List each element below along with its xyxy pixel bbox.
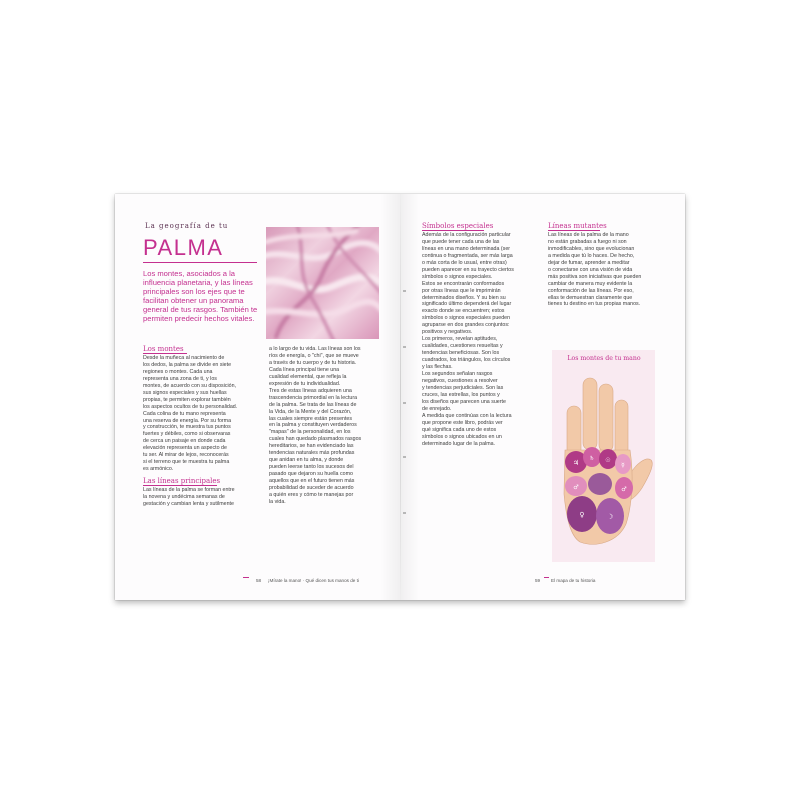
col2-line: Cada línea principal tiene una (269, 366, 340, 373)
finger-little (615, 400, 628, 456)
saturn-symbol-icon: ♄ (589, 455, 595, 462)
col2-line: a través de tu cuerpo y de tu historia. (269, 359, 357, 366)
simbolos-line: positivos y negativos. (422, 329, 473, 336)
mutantes-line: tienes tu destino en tus propias manos. (548, 301, 641, 308)
simbolos-line: o más corta de lo usual, entre otras) (422, 259, 507, 266)
palm-texture-image (266, 227, 379, 339)
simbolos-line: cruces, las estrellas, los puntos y (422, 391, 500, 398)
simbolos-line: tendencias beneficiosas. Son los (422, 350, 500, 357)
col2-line: la Vida, de la Mente y del Corazón, (269, 408, 352, 415)
col2-line: a quién eres y cómo te manejas por (269, 492, 354, 499)
lineas-line: Las líneas de la palma se forman entre (143, 487, 235, 494)
montes-line: Cada colina de tu mano representa (143, 410, 226, 417)
mutantes-line: ellas te demuestran claramente que (548, 294, 633, 301)
simbolos-line: símbolos o signos especiales. (422, 273, 493, 280)
intro-paragraph: Los montes, asociados a la influencia planetaria, y las líneas principales son los ejes que te facilitan obtener un panorama general de tus rasgos. También te permiten predecir hechos vitales. (143, 269, 258, 323)
mutantes-line: Las líneas de la palma de la mano (548, 231, 629, 238)
thumb (630, 459, 652, 500)
mutantes-line: cambiar de manera muy evidente la (548, 280, 633, 287)
montes-line: una reserva de energía. Por su forma (143, 417, 232, 424)
running-footer-left: ¡Mírate la mano! · Qué dicen tus manos de ti (268, 578, 359, 583)
simbolos-line: símbolos o signos ubicados en un (422, 433, 502, 440)
montes-line: fuertes y débiles, como si observaras (143, 431, 231, 438)
page-number-right: 59 (535, 578, 541, 583)
simbolos-heading-rule (422, 230, 484, 231)
lineas-heading-rule (143, 485, 217, 486)
left-column-2 (269, 346, 387, 506)
col2-line: tendencias naturales más profundas (269, 450, 355, 457)
montes-line: tu ser. Al mirar de lejos, reconocerás (143, 452, 229, 459)
col2-line: en la palma y constituyen verdaderos (269, 422, 357, 429)
gutter-shadow-right (401, 194, 419, 600)
moon-symbol-icon: ☽ (606, 513, 614, 521)
montes-line: Desde la muñeca al nacimiento de (143, 354, 225, 361)
crop-tick (403, 346, 406, 348)
simbolos-line: por otras líneas que le imprimirán (422, 287, 501, 294)
col2-line: pasado que dejaron su huella como (269, 471, 353, 478)
col2-line: cuales han quedado plasmados rasgos (269, 436, 362, 443)
crop-tick (403, 290, 406, 292)
simbolos-line: cuadrados, los triángulos, los círculos (422, 357, 511, 364)
footer-rule-right (544, 577, 549, 578)
simbolos-line: que propone este libro, podrás ver (422, 419, 503, 426)
col2-line: trascendencia primordial en la lectura (269, 394, 358, 401)
montes-line: es armónico. (143, 466, 174, 473)
venus-symbol-icon: ♀ (579, 511, 585, 519)
simbolos-line: exacto donde se encuentren; estos (422, 308, 505, 315)
col2-line: "mapas" de la personalidad, en los (269, 429, 351, 436)
palm-closeup-photo (266, 227, 379, 339)
montes-line: sus signos especiales y sus huellas (143, 389, 227, 396)
finger-middle (583, 378, 597, 450)
left-column-1 (143, 346, 263, 508)
mutantes-line: a medida que tú lo haces. De hecho, (548, 252, 635, 259)
running-footer-right: El mapa de tu historia (551, 578, 596, 583)
finger-ring (599, 384, 613, 452)
simbolos-line: y tendencias perjudiciales. Son las (422, 384, 504, 391)
crop-tick (403, 402, 406, 404)
montes-line: y construcción, te muestra tus puntos (143, 424, 231, 431)
simbolos-line: A medida que continúas con la lectura (422, 412, 512, 419)
col2-line: ríos de energía, o "chi", que se mueve (269, 352, 359, 359)
sun-symbol-icon: ☉ (605, 457, 611, 464)
section-label: La geografía de tu (145, 222, 229, 230)
simbolos-line: Los segundos señalan rasgos (422, 371, 493, 378)
simbolos-line: agruparse en dos grandes conjuntos: (422, 322, 510, 329)
col2-line: que anidan en tu alma, y donde (269, 457, 344, 464)
mutantes-line: más positiva son iniciativas que pueden (548, 273, 642, 280)
right-column-1 (422, 223, 546, 448)
col2-line: la vida. (269, 498, 286, 505)
lineas-heading: Las líneas principales (143, 477, 221, 486)
col2-line: a lo largo de tu vida. Las líneas son los (269, 346, 361, 352)
simbolos-line: líneas en una mano determinada (ser (422, 245, 511, 252)
col2-line: de la palma. Se trata de las líneas de (269, 401, 357, 408)
col2-line: hereditarios, se han evidenciado las (269, 443, 354, 450)
simbolos-line: continua o fragmentada, ser más larga (422, 252, 513, 259)
jupiter-symbol-icon: ♃ (572, 459, 580, 467)
simbolos-line: Estos se encontrarán conformados (422, 280, 505, 287)
simbolos-line: Además de la configuración particular (422, 231, 511, 238)
simbolos-line: símbolos o signos especiales pueden (422, 315, 511, 322)
mutantes-heading-rule (548, 230, 600, 231)
montes-heading: Los montes (143, 345, 184, 353)
simbolos-line: que puede tener cada una de las (422, 238, 500, 245)
simbolos-line: y las flechas. (422, 364, 453, 371)
page-number-left: 58 (256, 578, 262, 583)
simbolos-line: qué significa cada uno de estos (422, 426, 497, 433)
montes-heading-rule (143, 353, 187, 354)
mutantes-line: conformación de las líneas. Por eso, (548, 287, 634, 294)
simbolos-line: Los primeros, revelan aptitudes, (422, 336, 498, 343)
hand-mounts-illustration (552, 366, 655, 562)
mercury-symbol-icon: ☿ (621, 462, 625, 469)
montes-line: los dedos, la palma se divide en siete (143, 361, 232, 368)
lineas-line: la novena y undécima semanas de (143, 494, 225, 501)
right-column-2 (548, 223, 678, 308)
montes-line: los aspectos ocultos de tu personalidad. (143, 403, 238, 410)
col2-line: cualidad elemental, que refleja la (269, 373, 347, 380)
simbolos-line: determinado lugar de la palma. (422, 440, 496, 447)
footer-rule-left (243, 577, 249, 578)
simbolos-line: cualidades, cuestiones resueltas y (422, 343, 503, 350)
col2-line: aquellos que en el futuro tienen más (269, 478, 355, 485)
mutantes-line: o conectarse con una visión de vida (548, 266, 633, 273)
simbolos-line: negativos, cuestiones a resolver (422, 377, 498, 384)
mutantes-line: inmodificables, sino que evolucionan (548, 245, 635, 252)
montes-line: representa una zona de ti, y los (143, 375, 217, 382)
montes-line: elevación representa un aspecto de (143, 445, 227, 452)
col2-line: Tres de estas líneas adquieren una (269, 387, 352, 394)
mars-symbol-icon: ♂ (573, 484, 579, 491)
col2-line: probabilidad de suceder de acuerdo (269, 485, 354, 492)
plain-of-mars (588, 473, 612, 495)
title-underline (143, 262, 257, 263)
montes-line: regiones o montes. Cada una (143, 368, 213, 375)
col2-line: las cuales siempre están presentes (269, 415, 353, 422)
simbolos-line: significado último dependerá del lugar (422, 301, 512, 308)
figure-title: Los montes de tu mano (567, 355, 641, 362)
mutantes-line: dejar de fumar, aprender a meditar (548, 259, 630, 266)
crop-tick (403, 456, 406, 458)
mutantes-heading: Líneas mutantes (548, 222, 607, 230)
simbolos-line: los diseños que parecen una suerte (422, 398, 506, 405)
montes-line: de cerca un paisaje en donde cada (143, 438, 226, 445)
page-title: PALMA (143, 235, 224, 260)
book-spread (115, 194, 685, 600)
lineas-line: gestación y cambian lenta y sutilmente (143, 501, 234, 508)
montes-line: si el terreno que te muestra tu palma (143, 459, 230, 466)
mars-symbol-icon: ♂ (621, 486, 627, 493)
montes-line: propias, te permiten explorar también (143, 396, 231, 403)
crop-tick (403, 512, 406, 514)
col2-line: pueden leerse tanto los sucesos del (269, 464, 354, 471)
simbolos-line: de enrejado. (422, 405, 452, 412)
mutantes-line: no están grabadas a fuego ni son (548, 238, 627, 245)
montes-line: montes, de acuerdo con su disposición, (143, 382, 237, 389)
simbolos-line: pueden aparecer en su trayecto ciertos (422, 266, 514, 273)
simbolos-heading: Símbolos especiales (422, 222, 494, 230)
col2-line: expresión de tu individualidad. (269, 380, 341, 387)
simbolos-line: determinados diseños. Y su bien su (422, 294, 506, 301)
